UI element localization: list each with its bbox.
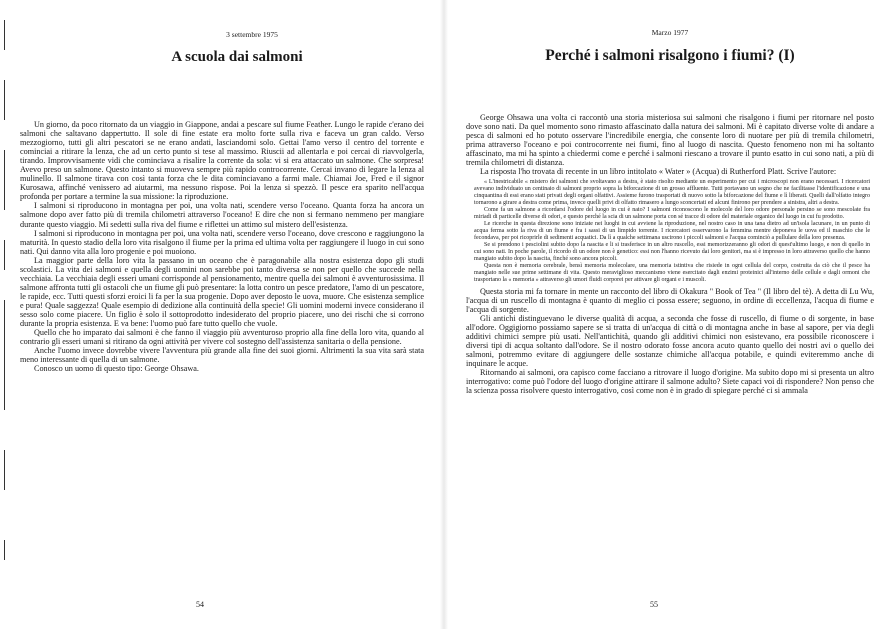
right-paragraph: George Ohsawa una volta ci raccontò una storia misteriosa sui salmoni che risalgono i fiumi per ritornare nel posto dove sono nati. Da quel momento sono rimasto affascinato dalla natura dei salmoni. Mi è capitato diverse volte di andare a pesca di salmoni ed ho potuto osservare l'incredibile energia, che consente loro di nuotare per più di tremila chilometri, prima attraverso l'oceano e poi controcorrente nei fiumi, fino al luogo di nascita. Questo fenomeno non mi ha soltanto affascinato, ma mi ha spinto a chiedermi come e perché i salmoni riescano a trovare il punto esatto in cui sono nati, a più di tremila chilometri di distanza. (466, 113, 874, 168)
right-paragraph: Gli antichi distinguevano le diverse qualità di acqua, a seconda che fosse di ruscello, di fiume o di sorgente, in base all'odore. Oggigiorno possiamo sapere se si tratta di un'acqua di città o di montagna anche in base al sapore, per via degli additivi chimici sempre più usati. Nell'antichità, quando gli additivi chimici non esistevano, era possibile riconoscere i diversi tipi di acqua soltanto dall'odore. Se il nostro odorato fosse ancora acuto quanto quello dei nostri avi o quello dei salmoni, potremmo evitare di aggiungere delle sostanze chimiche all'acqua potabile, e quindi eviteremmo anche di inquinare le acque. (466, 313, 874, 368)
right-page-body (466, 113, 874, 395)
left-paragraph: I salmoni si riproducono in montagna per poi, una volta nati, scendere verso l'oceano, dove crescono e raggiungono la maturità. In questo stadio della loro vita risalgono il fiume per la prima ed ultima volta per raggiungere il luogo in cui sono nati. Qui danno vita alla loro progenie e poi muoiono. (20, 228, 424, 256)
left-paragraph: Un giorno, da poco ritornato da un viaggio in Giappone, andai a pescare sul fiume Feather. Lungo le rapide c'erano dei salmoni che saltavano dappertutto. Il sole di fine estate era molto forte sulla riva e faceva un gran caldo. Verso mezzogiorno, tutti gli altri pescatori se ne erano andati, lasciandomi solo. Gettai l'amo verso il centro del torrente e cominciai a ritirare la lenza, che ad un certo punto si tese al massimo. Riuscii ad allentarla e poi cercai di riavvolgerla, tirando. Improvvisamente vidi che cominciava a risalire la corrente da sola: vi si era attaccato un salmone. Che sorpresa! Avevo preso un salmone. Questo intanto si muoveva sempre più rapido controcorrente. Cercai invano di legare la lenza al mulinello. Il salmone tirava con così tanta forza che le dita cominciavano a farmi male. Chiamai Joe, Fred e il signor Kurosawa, affinché venissero ad aiutarmi, ma nessuno rispose. Poi la lenza si spezzò. Il pesce era sparito nell'acqua profonda per portare a termine la sua missione: la riproduzione. (20, 120, 424, 202)
quote-paragraph: « L'inestricabile « mistero dei salmoni che svoltavano a destra, è stato risolto mediante un esperimento per cui i microscopi non erano necessari. I ricercatori avevano individuato un centinaio di salmoni proprio sopra la biforcazione di un grosso affluente. Tutti portavano un segno che ne facilitasse l'identificazione e una cinquantina di essi erano stati privati degli organi olfattivi. Assieme furono trasportati di nuovo sotto la biforcazione del fiume e lì liberati. Quelli dall'olfatto integro tornarono a girare a destra come prima, invece quelli privi di olfatto rimasero a lungo sconcertati ed alcuni finirono per prendere a sinistra, altri a destra. (474, 179, 870, 207)
quote-paragraph: Se si prendono i pesciolini subito dopo la nascita e li si trasferisce in un altro ruscello, essi memorizzeranno gli odori di quest'ultimo luogo, e non di quello in cui sono nati. In poche parole, il ricordo di un odore non è genetico: essi non l'hanno ricevuto dai loro genitori, ma si è impresso in loro attraverso quello che hanno mangiato subito dopo la nascita, finché sono ancora piccoli. (474, 241, 870, 262)
right-paragraph: Ritornando ai salmoni, ora capisco come facciano a ritrovare il luogo d'origine. Ma subito dopo mi si presenta un altro interrogativo: come può l'odore del luogo d'origine attirare il salmone adulto? Siete capaci voi di rispondere? Non penso che la scienza possa risolvere questo interrogativo, così come non è in grado di spiegare perché ci si ammala (466, 368, 874, 396)
left-paragraph: La maggior parte della loro vita la passano in un oceano che è paragonabile alla nostra esistenza dopo gli studi scolastici. La vita dei salmoni e quella degli uomini non sarebbe poi tanto diversa se non per quello che succede nella vecchiaia. La vecchiaia degli esseri umani corrisponde al pensionamento, mentre quella dei salmoni è avventurosissima. Il salmone affronta tutti gli ostacoli che un fiume gli può presentare: la lotta contro un pesce predatore, l'amo di un pescatore, le rapide, ecc. Tutti questi sforzi eroici li fa per la sua progenie. Dopo aver deposto le uova, muore. Che esistenza semplice e pura! Quale saggezza! Quale esempio di dedizione alla continuità della specie! Gli uomini moderni invece considerano il sesso solo come piacere. Un figlio è solo il sottoprodotto indesiderato del proprio piacere, uno dei rischi che si corrono durante la propria esistenza. E va bene: l'uomo può fare tutto quello che vuole. (20, 255, 424, 329)
left-paragraph: Conosco un uomo di questo tipo: George Ohsawa. (34, 364, 199, 374)
left-page-body (20, 120, 424, 373)
left-page-title: A scuola dai salmoni (171, 49, 303, 65)
right-page-number: 55 (650, 600, 658, 609)
left-paragraph: Quello che ho imparato dai salmoni è che fanno il viaggio più avventuroso proprio alla fine della loro vita, quando al contrario gli esseri umani si ritirano da ogni attività per vivere col sostegno dell'assistenza sanitaria o della pensione. (20, 328, 424, 347)
right-paragraph: Questa storia mi fa tornare in mente un racconto del libro di Okakura " Book of Tea " (Il libro del tè). A detta di Lu Wu, l'acqua di un ruscello di montagna è quanto di meglio ci possa essere; seguono, in ordine di eccellenza, l'acqua di fiume e l'acqua di sorgente. (466, 286, 874, 314)
quote-paragraph: Come fa un salmone a ricordarsi l'odore del luogo in cui è nato? I salmoni riconoscono le molecole del loro odore personale persino se sono mescolate fra miriadi di particelle diverse di odori, e questo perché la scia di un salmone porta con sé tracce di odore del materiale organico del luogo in cui fu prodotto. (474, 207, 870, 221)
right-page (444, 0, 888, 629)
block-quote (474, 179, 870, 283)
right-page-title: Perché i salmoni risalgono i fiumi? (I) (545, 47, 795, 64)
right-paragraph: La risposta l'ho trovata di recente in un libro intitolato « Water » (Acqua) di Rutherford Platt. Scrive l'autore: (480, 167, 837, 177)
left-paragraph: I salmoni si riproducono in montagna per poi, una volta nati, scendere verso l'oceano. Quanta forza ha ancora un salmone dopo aver fatto più di tremila chilometri attraverso l'oceano! E dire che non si fermano nemmeno per mangiare durante questo viaggio. Mi sedetti sulla riva del fiume e riflettei un attimo sul mistero dell'esistenza. (20, 201, 424, 229)
quote-paragraph: Le ricerche in questa direzione sono iniziate nei luoghi in cui avviene la riproduzione, nel nostro caso in una tana dietro ad un'isola lacunare, in un punto di acqua ferma sotto la riva di un fiume e fra i sassi di un limpido torrente. I ricercatori osservarono la femmina mentre deponeva le uova ed il maschio che le fecondava, per poi ricoprirle di sedimenti acquatici. Da lì a qualche settimana uscirono i piccoli salmoni e l'acqua cominciò a pullulare della loro presenza. (474, 221, 870, 241)
left-paragraph: Anche l'uomo invece dovrebbe vivere l'avventura più grande alla fine dei suoi giorni. Altrimenti la sua vita sarà stata meno interessante di quella di un salmone. (20, 346, 424, 365)
left-page-number: 54 (196, 600, 204, 609)
right-page-date: Marzo 1977 (651, 28, 689, 37)
left-page-date: 3 settembre 1975 (226, 30, 278, 39)
quote-paragraph: Questa non è memoria cerebrale, bensì memoria molecolare, una memoria istintiva che risiede in ogni cellula del corpo, costruita da ciò che il pesce ha mangiato nelle sue prime settimane di vita. Questo meraviglioso meccanismo viene esercitato dagli enzimi proteinici all'interno delle cellule e dagli ormoni che trasportano la « memoria » attraverso gli umori fluidi corporei per attivare gli organi e i muscoli. (474, 262, 870, 283)
